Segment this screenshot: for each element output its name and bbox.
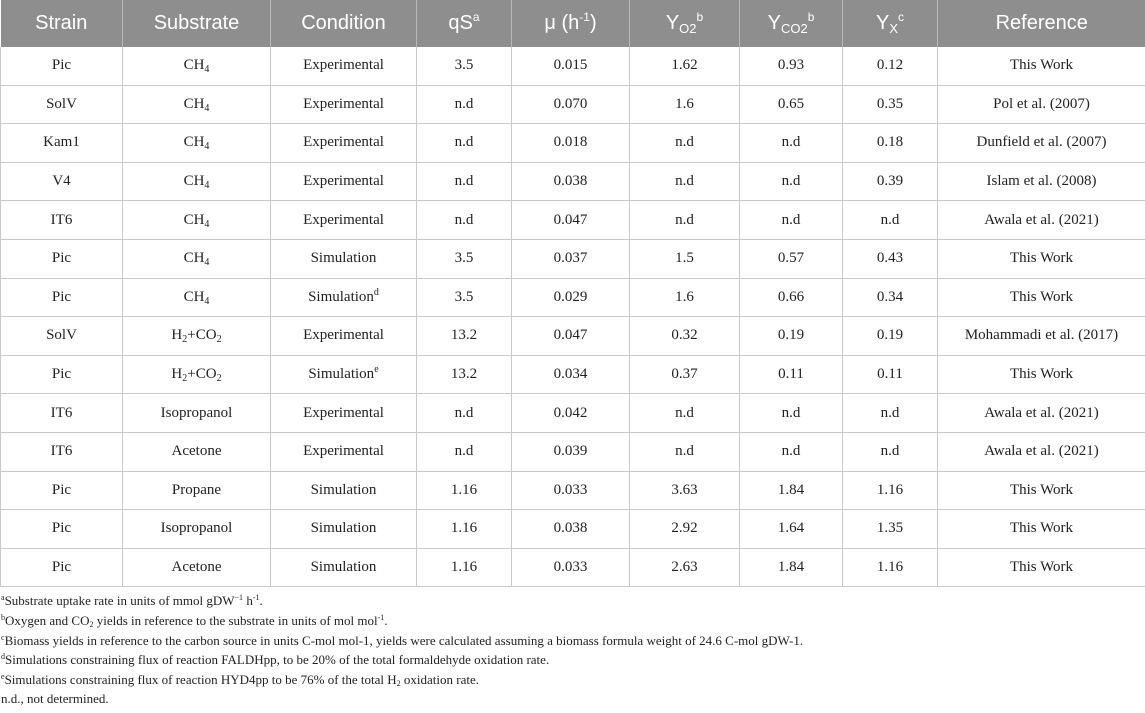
cell-yx: 0.11 — [843, 355, 938, 394]
cell-condition — [271, 355, 417, 394]
cell-yco2: 1.64 — [740, 510, 843, 549]
footnote-text: 2 — [89, 619, 94, 629]
cell-reference: This Work — [938, 239, 1145, 278]
column-header — [417, 0, 512, 47]
condition-text: Experimental — [303, 173, 384, 190]
substrate-subscript: 4 — [204, 102, 210, 114]
column-header-superscript: c — [898, 10, 904, 24]
footnote-mark: e — [1, 671, 5, 681]
substrate-subscript: 2 — [182, 373, 188, 385]
cell-reference: This Work — [938, 548, 1145, 587]
condition-text: Simulation — [308, 288, 374, 305]
footnote-text: Oxygen and CO — [5, 612, 90, 628]
cell-qs: n.d — [417, 124, 512, 163]
cell-yo2: n.d — [630, 124, 740, 163]
footnote-mark: a — [1, 593, 5, 603]
cell-yo2: 1.6 — [630, 278, 740, 317]
cell-strain: Pic — [1, 510, 123, 549]
footnote-text: 2 — [396, 678, 401, 688]
footnote-text: −1 — [234, 593, 244, 603]
substrate-text: CH — [183, 211, 205, 228]
column-header-label: Condition — [301, 12, 386, 34]
cell-condition — [271, 162, 417, 201]
cell-substrate — [123, 85, 271, 124]
column-header-label: Strain — [35, 12, 88, 34]
substrate-text: Isopropanol — [160, 520, 233, 537]
cell-reference: Islam et al. (2008) — [938, 162, 1145, 201]
cell-yco2: n.d — [740, 394, 843, 433]
cell-yco2: 0.93 — [740, 47, 843, 85]
cell-condition — [271, 548, 417, 587]
footnote — [1, 591, 1145, 611]
footnote-mark: d — [373, 286, 379, 298]
footnote-text: Simulations constraining flux of reaction HYD4pp to be 76% of the total H — [4, 671, 397, 687]
substrate-subscript: 2 — [182, 334, 188, 346]
substrate-text: CH — [183, 250, 205, 267]
condition-text: Experimental — [303, 57, 384, 74]
substrate-text: CH — [183, 173, 205, 190]
table-row — [1, 548, 1145, 587]
substrate-text: CH — [183, 95, 205, 112]
table-row — [1, 162, 1145, 201]
cell-qs: n.d — [417, 432, 512, 471]
condition-text: Simulation — [308, 366, 375, 383]
cell-strain: Pic — [1, 471, 123, 510]
column-header-label: Substrate — [153, 12, 240, 34]
table-row — [1, 85, 1145, 124]
substrate-subscript: 4 — [204, 295, 210, 307]
cell-strain: V4 — [1, 162, 123, 201]
table-row — [1, 124, 1145, 163]
column-header-superscript: a — [472, 10, 480, 24]
condition-text: Experimental — [303, 443, 384, 460]
table-row — [1, 432, 1145, 471]
cell-condition — [271, 239, 417, 278]
cell-mu: 0.047 — [512, 317, 630, 356]
cell-reference: Awala et al. (2021) — [938, 432, 1145, 471]
column-header-superscript: -1 — [579, 10, 590, 24]
cell-mu: 0.029 — [512, 278, 630, 317]
cell-qs: 3.5 — [417, 47, 512, 85]
column-header-label: qS — [448, 12, 473, 34]
cell-strain: Pic — [1, 239, 123, 278]
cell-condition — [271, 47, 417, 85]
cell-mu: 0.038 — [512, 510, 630, 549]
cell-qs: 1.16 — [417, 548, 512, 587]
footnote — [1, 611, 1145, 631]
table-row — [1, 471, 1145, 510]
footnote-text: . — [384, 612, 388, 628]
substrate-text: H — [171, 327, 183, 344]
cell-yx: 0.35 — [843, 85, 938, 124]
cell-yco2: 0.11 — [740, 355, 843, 394]
cell-qs: 13.2 — [417, 355, 512, 394]
column-header-superscript: b — [807, 10, 815, 24]
footnote-text: yields in reference to the substrate in units of mol mol — [93, 612, 378, 628]
cell-strain: IT6 — [1, 201, 123, 240]
cell-yx: n.d — [843, 201, 938, 240]
condition-text: Experimental — [303, 404, 384, 421]
cell-strain: SolV — [1, 85, 123, 124]
cell-qs: n.d — [417, 162, 512, 201]
cell-yx: 0.12 — [843, 47, 938, 85]
cell-yco2: 0.57 — [740, 239, 843, 278]
cell-yx: 0.19 — [843, 317, 938, 356]
substrate-subscript: 4 — [204, 141, 210, 153]
column-header — [271, 0, 417, 47]
substrate-subscript: 4 — [204, 180, 210, 192]
cell-reference: This Work — [938, 355, 1145, 394]
cell-yco2: 0.65 — [740, 85, 843, 124]
cell-yo2: 1.6 — [630, 85, 740, 124]
cell-qs: 3.5 — [417, 239, 512, 278]
footnote-mark: c — [1, 632, 5, 642]
column-header — [843, 0, 938, 47]
column-header-subscript: CO2 — [780, 21, 808, 36]
cell-qs: 13.2 — [417, 317, 512, 356]
cell-mu: 0.070 — [512, 85, 630, 124]
footnote — [1, 670, 1145, 690]
table-row — [1, 47, 1145, 85]
cell-mu: 0.038 — [512, 162, 630, 201]
table-row — [1, 239, 1145, 278]
cell-yx: n.d — [843, 432, 938, 471]
cell-yx: n.d — [843, 394, 938, 433]
cell-reference: This Work — [938, 278, 1145, 317]
footnote-text: Biomass yields in reference to the carbon source in units C-mol mol-1, yields were calculated assuming a biomass formula weight of 24.6 C-mol gDW-1. — [4, 632, 804, 648]
table-header — [1, 0, 1145, 47]
footnote-text: . — [259, 593, 263, 609]
cell-yo2: 3.63 — [630, 471, 740, 510]
footnote-text: n.d., not determined. — [1, 691, 109, 707]
cell-yco2: n.d — [740, 124, 843, 163]
cell-yco2: n.d — [740, 201, 843, 240]
cell-reference: Awala et al. (2021) — [938, 201, 1145, 240]
table-row — [1, 201, 1145, 240]
cell-strain: IT6 — [1, 432, 123, 471]
footnote-text: oxidation rate. — [400, 671, 480, 687]
cell-reference: Dunfield et al. (2007) — [938, 124, 1145, 163]
column-header-label: Y — [665, 12, 680, 34]
cell-reference: Awala et al. (2021) — [938, 394, 1145, 433]
cell-qs: 1.16 — [417, 510, 512, 549]
cell-strain: IT6 — [1, 394, 123, 433]
condition-text: Experimental — [303, 327, 384, 344]
cell-yco2: 1.84 — [740, 548, 843, 587]
cell-yco2: 1.84 — [740, 471, 843, 510]
cell-mu: 0.033 — [512, 471, 630, 510]
table-row — [1, 510, 1145, 549]
column-header — [1, 0, 123, 47]
footnote-mark: e — [374, 364, 379, 376]
cell-substrate — [123, 394, 271, 433]
cell-condition — [271, 85, 417, 124]
table-row — [1, 278, 1145, 317]
cell-strain: Pic — [1, 355, 123, 394]
header-row — [1, 0, 1145, 47]
cell-qs: 1.16 — [417, 471, 512, 510]
cell-substrate — [123, 47, 271, 85]
cell-condition — [271, 317, 417, 356]
footnote-text: -1 — [252, 593, 260, 603]
cell-substrate — [123, 124, 271, 163]
cell-strain: Pic — [1, 548, 123, 587]
cell-mu: 0.037 — [512, 239, 630, 278]
condition-text: Simulation — [310, 481, 377, 498]
cell-strain: SolV — [1, 317, 123, 356]
cell-qs: n.d — [417, 394, 512, 433]
cell-substrate — [123, 471, 271, 510]
substrate-text: Acetone — [171, 443, 222, 460]
cell-yx: 0.18 — [843, 124, 938, 163]
cell-yo2: 2.63 — [630, 548, 740, 587]
column-header-label: Reference — [995, 12, 1088, 34]
column-header-label: μ (h — [544, 12, 580, 34]
footnote — [1, 689, 1145, 709]
cell-yo2: n.d — [630, 432, 740, 471]
substrate-text: Acetone — [171, 559, 222, 576]
cell-yco2: 0.19 — [740, 317, 843, 356]
cell-reference: This Work — [938, 510, 1145, 549]
column-header — [938, 0, 1145, 47]
cell-condition — [271, 394, 417, 433]
cell-qs: 3.5 — [417, 278, 512, 317]
cell-substrate — [123, 548, 271, 587]
cell-yo2: 0.37 — [630, 355, 740, 394]
cell-substrate — [123, 162, 271, 201]
cell-mu: 0.018 — [512, 124, 630, 163]
substrate-text: H — [171, 366, 183, 383]
cell-substrate — [123, 278, 271, 317]
cell-yco2: n.d — [740, 432, 843, 471]
table-body — [1, 47, 1145, 587]
substrate-subscript: 2 — [216, 334, 222, 346]
cell-condition — [271, 201, 417, 240]
condition-text: Simulation — [310, 520, 377, 537]
cell-condition — [271, 471, 417, 510]
cell-mu: 0.015 — [512, 47, 630, 85]
column-header — [123, 0, 271, 47]
condition-text: Simulation — [310, 250, 377, 267]
substrate-text: CH — [183, 57, 205, 74]
cell-yo2: n.d — [630, 162, 740, 201]
cell-strain: Kam1 — [1, 124, 123, 163]
substrate-text: +CO — [187, 366, 217, 383]
substrate-subscript: 4 — [204, 218, 210, 230]
cell-yo2: n.d — [630, 201, 740, 240]
cell-qs: n.d — [417, 201, 512, 240]
column-header-label: Y — [875, 12, 890, 34]
cell-yx: 1.35 — [843, 510, 938, 549]
cell-yo2: n.d — [630, 394, 740, 433]
cell-reference: This Work — [938, 47, 1145, 85]
cell-strain: Pic — [1, 278, 123, 317]
footnote-text: h — [243, 593, 253, 609]
column-header — [630, 0, 740, 47]
substrate-text: Propane — [171, 481, 222, 498]
cell-condition — [271, 510, 417, 549]
column-header-subscript: X — [889, 21, 898, 36]
cell-substrate — [123, 355, 271, 394]
substrate-subscript: 2 — [216, 373, 222, 385]
cell-reference: This Work — [938, 471, 1145, 510]
column-header — [740, 0, 843, 47]
substrate-subscript: 4 — [204, 257, 210, 269]
cell-yx: 0.34 — [843, 278, 938, 317]
cell-yco2: n.d — [740, 162, 843, 201]
footnote — [1, 631, 1145, 651]
condition-text: Experimental — [303, 134, 384, 151]
condition-text: Experimental — [303, 211, 384, 228]
column-header — [512, 0, 630, 47]
cell-substrate — [123, 201, 271, 240]
footnote-text: Simulations constraining flux of reaction FALDHpp, to be 20% of the total formaldehyde oxidation rate. — [5, 652, 550, 668]
cell-reference: Pol et al. (2007) — [938, 85, 1145, 124]
footnote-mark: d — [1, 652, 5, 662]
footnote-mark: b — [1, 612, 5, 622]
table-row — [1, 394, 1145, 433]
cell-mu: 0.047 — [512, 201, 630, 240]
cell-yco2: 0.66 — [740, 278, 843, 317]
column-header-superscript: b — [696, 10, 704, 24]
cell-yx: 1.16 — [843, 548, 938, 587]
cell-mu: 0.034 — [512, 355, 630, 394]
substrate-text: +CO — [187, 327, 217, 344]
cell-substrate — [123, 239, 271, 278]
column-header-label: Y — [767, 12, 781, 34]
substrate-subscript: 4 — [204, 64, 210, 76]
column-header-label-end: ) — [589, 12, 597, 34]
footnote-text: Substrate uptake rate in units of mmol gDW — [4, 593, 235, 609]
table-row — [1, 355, 1145, 394]
cell-yx: 0.43 — [843, 239, 938, 278]
cell-strain: Pic — [1, 47, 123, 85]
cell-yx: 0.39 — [843, 162, 938, 201]
cell-condition — [271, 432, 417, 471]
condition-text: Experimental — [303, 95, 384, 112]
cell-mu: 0.039 — [512, 432, 630, 471]
cell-yo2: 1.5 — [630, 239, 740, 278]
cell-yo2: 0.32 — [630, 317, 740, 356]
cell-qs: n.d — [417, 85, 512, 124]
cell-condition — [271, 124, 417, 163]
substrate-text: CH — [183, 134, 205, 151]
cell-yo2: 2.92 — [630, 510, 740, 549]
condition-text: Simulation — [310, 559, 377, 576]
footnote — [1, 650, 1145, 670]
cell-yo2: 1.62 — [630, 47, 740, 85]
table-row — [1, 317, 1145, 356]
cell-reference: Mohammadi et al. (2017) — [938, 317, 1145, 356]
cell-substrate — [123, 432, 271, 471]
footnotes — [0, 587, 1145, 709]
column-header-subscript: O2 — [679, 21, 697, 36]
cell-yx: 1.16 — [843, 471, 938, 510]
cell-substrate — [123, 510, 271, 549]
substrate-text: Isopropanol — [160, 404, 233, 421]
footnote-text: -1 — [377, 612, 385, 622]
cell-mu: 0.033 — [512, 548, 630, 587]
cell-substrate — [123, 317, 271, 356]
cell-condition — [271, 278, 417, 317]
substrate-text: CH — [183, 288, 205, 305]
cell-mu: 0.042 — [512, 394, 630, 433]
